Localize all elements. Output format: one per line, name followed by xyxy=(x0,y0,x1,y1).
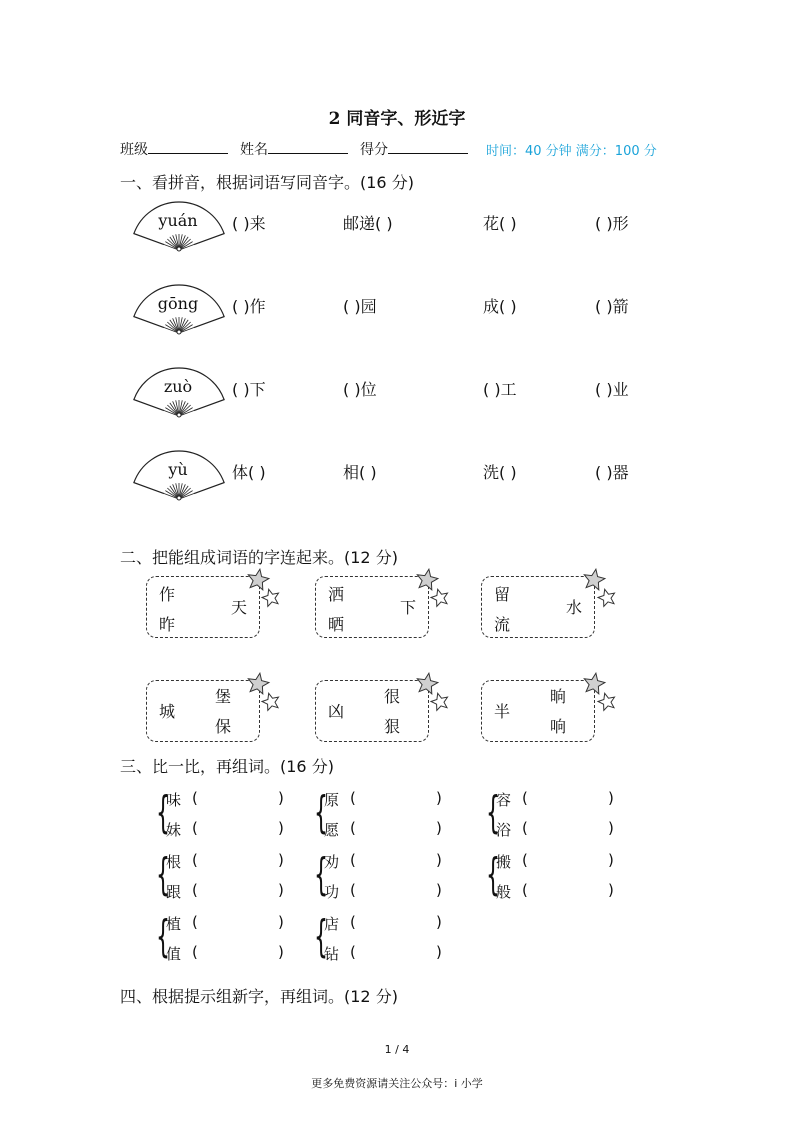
class-underline[interactable] xyxy=(148,139,228,154)
answer-open-paren[interactable]: ( xyxy=(192,913,198,931)
name-field[interactable] xyxy=(240,139,348,159)
answer-close-paren[interactable]: ) xyxy=(436,789,442,807)
fill-blank-word[interactable]: ( )箭 xyxy=(595,297,629,316)
fill-blank-word[interactable]: ( )位 xyxy=(343,380,377,399)
answer-open-paren[interactable]: ( xyxy=(522,851,528,869)
answer-close-paren[interactable]: ) xyxy=(608,851,614,869)
pinyin-label: gōng xyxy=(157,294,199,313)
answer-open-paren[interactable]: ( xyxy=(350,819,356,837)
answer-open-paren[interactable]: ( xyxy=(350,789,356,807)
pinyin-label: zuò xyxy=(163,377,193,396)
class-field[interactable] xyxy=(120,139,228,159)
answer-close-paren[interactable]: ) xyxy=(278,789,284,807)
answer-open-paren[interactable]: ( xyxy=(350,943,356,961)
section2-heading: 二、把能组成词语的字连起来。(12 分) xyxy=(120,548,398,567)
name-underline[interactable] xyxy=(268,139,348,154)
compare-char: 劝 xyxy=(324,853,340,871)
compare-char: 搬 xyxy=(496,853,512,871)
card-char[interactable]: 下 xyxy=(400,598,417,617)
answer-open-paren[interactable]: ( xyxy=(192,789,198,807)
brace-icon: { xyxy=(314,849,328,900)
fill-blank-word[interactable]: 花( ) xyxy=(483,214,517,233)
class-label: 班级 xyxy=(120,142,148,158)
answer-close-paren[interactable]: ) xyxy=(436,881,442,899)
card-char[interactable]: 洒 xyxy=(328,585,345,604)
compare-char: 值 xyxy=(166,945,182,963)
match-card-2 xyxy=(315,576,429,638)
section4-heading: 四、根据提示组新字，再组词。(12 分) xyxy=(120,987,398,1006)
match-card-1 xyxy=(146,576,260,638)
answer-open-paren[interactable]: ( xyxy=(350,913,356,931)
brace-icon: { xyxy=(314,787,328,838)
compare-char: 容 xyxy=(496,791,512,809)
compare-char: 店 xyxy=(324,915,340,933)
card-char[interactable]: 作 xyxy=(159,585,176,604)
answer-close-paren[interactable]: ) xyxy=(608,789,614,807)
fill-blank-word[interactable]: ( )业 xyxy=(595,380,629,399)
brace-icon: { xyxy=(156,787,170,838)
compare-char: 味 xyxy=(166,791,182,809)
star-icon xyxy=(413,568,453,612)
brace-icon: { xyxy=(156,911,170,962)
fill-blank-word[interactable]: 相( ) xyxy=(343,463,377,482)
fill-blank-word[interactable]: ( )作 xyxy=(232,297,266,316)
section3-heading: 三、比一比，再组词。(16 分) xyxy=(120,757,334,776)
name-label: 姓名 xyxy=(240,142,268,158)
star-icon xyxy=(413,672,453,716)
answer-close-paren[interactable]: ) xyxy=(436,819,442,837)
card-char[interactable]: 城 xyxy=(159,702,176,721)
star-icon xyxy=(580,568,620,612)
score-field[interactable] xyxy=(360,139,468,159)
answer-close-paren[interactable]: ) xyxy=(608,881,614,899)
card-char[interactable]: 堡 xyxy=(215,687,232,706)
fill-blank-word[interactable]: ( )园 xyxy=(343,297,377,316)
score-label: 得分 xyxy=(360,142,388,158)
answer-close-paren[interactable]: ) xyxy=(436,851,442,869)
match-card-4 xyxy=(146,680,260,742)
pinyin-label: yù xyxy=(168,460,188,479)
compare-char: 根 xyxy=(166,853,182,871)
answer-close-paren[interactable]: ) xyxy=(278,943,284,961)
answer-close-paren[interactable]: ) xyxy=(278,851,284,869)
compare-char: 功 xyxy=(324,883,340,901)
fill-blank-word[interactable]: ( )下 xyxy=(232,380,266,399)
match-card-5 xyxy=(315,680,429,742)
answer-open-paren[interactable]: ( xyxy=(192,819,198,837)
card-char[interactable]: 流 xyxy=(494,615,511,634)
card-char[interactable]: 保 xyxy=(215,717,232,736)
answer-open-paren[interactable]: ( xyxy=(192,851,198,869)
page-title: 2 同音字、形近字 xyxy=(328,109,466,129)
compare-char: 植 xyxy=(166,915,182,933)
match-card-3 xyxy=(481,576,595,638)
answer-close-paren[interactable]: ) xyxy=(278,913,284,931)
card-char[interactable]: 凶 xyxy=(328,702,345,721)
pinyin-label: yuán xyxy=(158,211,198,230)
card-char[interactable]: 很 xyxy=(384,687,401,706)
fill-blank-word[interactable]: 洗( ) xyxy=(483,463,517,482)
card-char[interactable]: 留 xyxy=(494,585,511,604)
star-icon xyxy=(244,672,284,716)
card-char[interactable]: 晒 xyxy=(328,615,345,634)
answer-close-paren[interactable]: ) xyxy=(608,819,614,837)
compare-char: 愿 xyxy=(324,821,340,839)
answer-close-paren[interactable]: ) xyxy=(278,881,284,899)
compare-char: 原 xyxy=(324,791,340,809)
answer-open-paren[interactable]: ( xyxy=(350,881,356,899)
answer-close-paren[interactable]: ) xyxy=(436,943,442,961)
fill-blank-word[interactable]: 邮递( ) xyxy=(343,214,393,233)
compare-char: 浴 xyxy=(496,821,512,839)
fill-blank-word[interactable]: ( )形 xyxy=(595,214,629,233)
fill-blank-word[interactable]: ( )工 xyxy=(483,380,517,399)
fill-blank-word[interactable]: 成( ) xyxy=(483,297,517,316)
compare-char: 般 xyxy=(496,883,512,901)
fill-blank-word[interactable]: 体( ) xyxy=(232,463,266,482)
fill-blank-word[interactable]: ( )器 xyxy=(595,463,629,482)
compare-char: 跟 xyxy=(166,883,182,901)
answer-close-paren[interactable]: ) xyxy=(436,913,442,931)
card-char[interactable]: 半 xyxy=(494,702,511,721)
time-info: 时间：40 分钟 满分：100 分 xyxy=(486,144,657,159)
section1-heading: 一、看拼音，根据词语写同音字。(16 分) xyxy=(120,173,414,192)
answer-open-paren[interactable]: ( xyxy=(522,819,528,837)
brace-icon: { xyxy=(156,849,170,900)
star-icon xyxy=(244,568,284,612)
answer-open-paren[interactable]: ( xyxy=(192,943,198,961)
card-char[interactable]: 响 xyxy=(550,717,567,736)
answer-open-paren[interactable]: ( xyxy=(192,881,198,899)
card-char[interactable]: 水 xyxy=(566,598,583,617)
match-card-6 xyxy=(481,680,595,742)
fill-blank-word[interactable]: ( )来 xyxy=(232,214,266,233)
page-number: 1 / 4 xyxy=(384,1043,410,1056)
compare-char: 妹 xyxy=(166,821,182,839)
footer-note: 更多免费资源请关注公众号：i 小学 xyxy=(311,1077,483,1090)
compare-char: 钻 xyxy=(324,945,340,963)
answer-close-paren[interactable]: ) xyxy=(278,819,284,837)
answer-open-paren[interactable]: ( xyxy=(350,851,356,869)
star-icon xyxy=(580,672,620,716)
card-char[interactable]: 昨 xyxy=(159,615,176,634)
answer-open-paren[interactable]: ( xyxy=(522,881,528,899)
card-char[interactable]: 天 xyxy=(231,598,248,617)
score-underline[interactable] xyxy=(388,139,468,154)
card-char[interactable]: 晌 xyxy=(550,687,567,706)
brace-icon: { xyxy=(314,911,328,962)
brace-icon: { xyxy=(486,849,500,900)
answer-open-paren[interactable]: ( xyxy=(522,789,528,807)
card-char[interactable]: 狠 xyxy=(384,717,401,736)
brace-icon: { xyxy=(486,787,500,838)
